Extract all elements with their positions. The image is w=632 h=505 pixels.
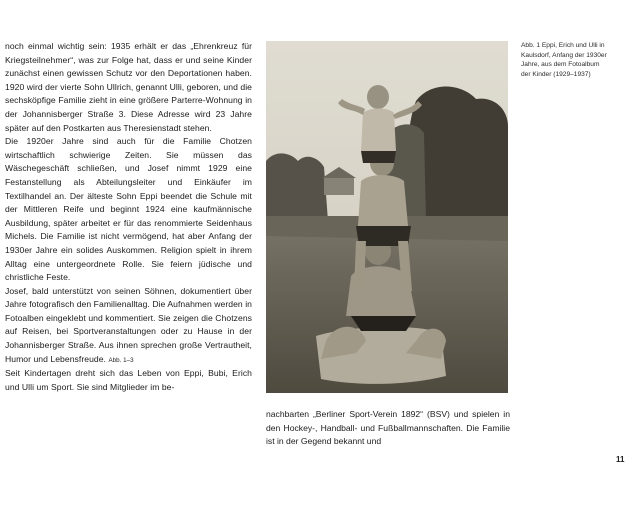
paragraph-3-text: Josef, bald unterstützt von seinen Söhnen, dokumentiert über Jahre fotografisch den Familienalltag. Die Aufnahmen werden in Fotoalben eingeklebt und kommentiert. Sie zeigen die Chotzens auf Reisen, bei Sportveranstaltungen oder zu Hause in der Johannisberger Straße. Aus ihnen sprechen große Vertrautheit, Humor und Lebensfreude.	[5, 285, 252, 364]
figure-reference: Abb. 1–3	[108, 356, 134, 364]
continuation-paragraph: nachbarten „Berliner Sport-Verein 1892“ (BSV) und spielen in den Hockey-, Handball- und Fußballmannschaften. Die Familie ist in der Gegend bekannt und	[266, 409, 510, 447]
page-number: 11	[616, 455, 625, 464]
continuation-text	[266, 408, 510, 449]
family-photo-three-boys-stacked-icon	[266, 41, 508, 393]
paragraph-1: noch einmal wichtig sein: 1935 erhält er das „Ehrenkreuz für Kriegsteilnehmer“, was zur Folge hat, dass er und seine Kinder zunächst einen gewissen Schutz vor den Deportationen haben. 1920 wird der vierte Sohn Ullrich, genannt Ulli, geboren, und die sechsköpfige Familie zieht in eine größere Parterre-Wohnung in der Johannisberger Straße 3. Diese Adresse wird 23 Jahre später auf den Postkarten aus Theresienstadt stehen.	[5, 41, 252, 133]
paragraph-4: Seit Kindertagen dreht sich das Leben von Eppi, Bubi, Erich und Ulli um Sport. Sie sind Mitglieder im be-	[5, 368, 252, 392]
paragraph-3	[5, 285, 252, 368]
paragraph-2: Die 1920er Jahre sind auch für die Familie Chotzen wirtschaftlich schwierige Zeiten. Sie müssen das Wäschegeschäft schließen, und Josef nimmt 1929 eine Festanstellung als Abteilungsleiter und Einkäufer im Textilhandel an. Der älteste Sohn Eppi beendet die Schule mit der Mittleren Reife und beginnt 1924 eine kaufmännische Ausbildung, später arbeitet er für das renommierte Seidenhaus Michels. Die Familie ist nicht vermögend, hat aber Anfang der 1930er Jahre ein solides Auskommen. Religion spielt in ihrem Alltag eine untergeordnete Rolle. Sie feiern jüdische und christliche Feste.	[5, 136, 252, 283]
main-text-column	[5, 40, 252, 394]
photo-caption: Abb. 1 Eppi, Erich und Ulli in Kaulsdorf, Anfang der 1930er Jahre, aus dem Fotoalbum der Kinder (1929–1937)	[521, 42, 607, 79]
family-photo	[266, 41, 508, 393]
